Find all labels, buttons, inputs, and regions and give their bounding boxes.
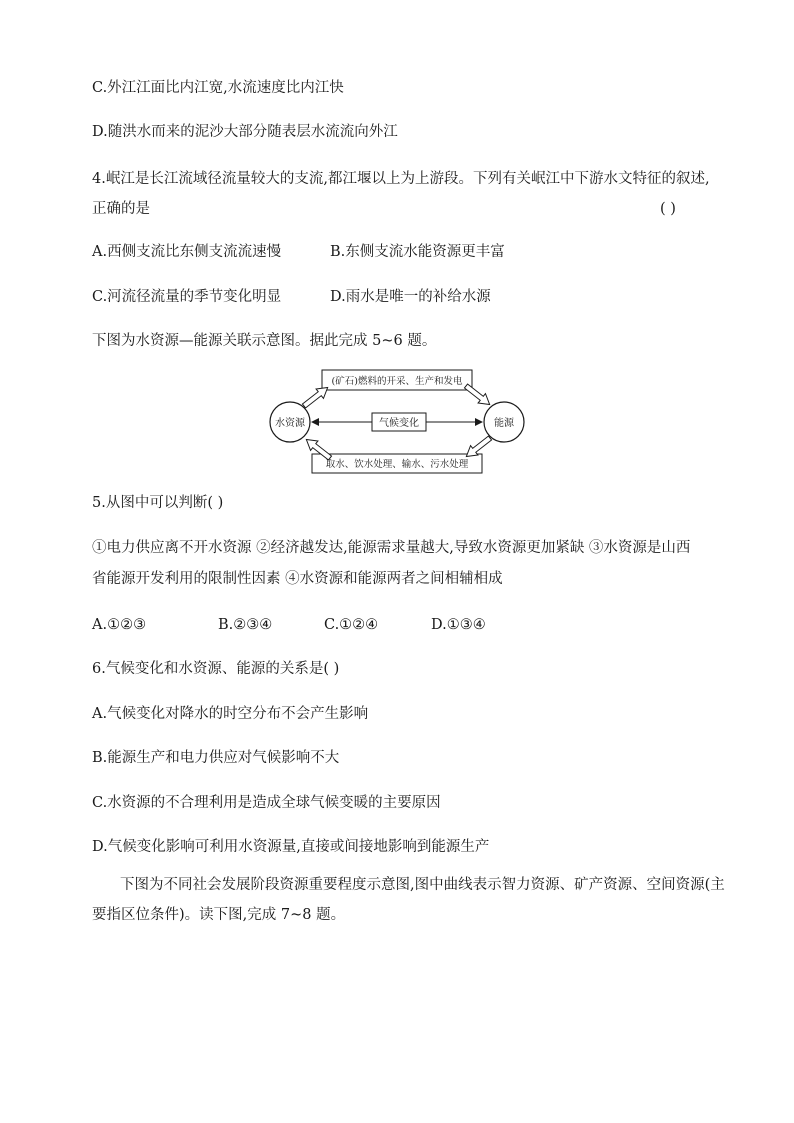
q4-stem-line1: 4.岷江是长江流域径流量较大的支流,都江堰以上为上游段。下列有关岷江中下游水文特征的叙述,	[92, 171, 710, 187]
water-energy-diagram	[268, 366, 526, 478]
q5-option-b: B.②③④	[218, 617, 273, 633]
fuel-production-label: (矿石)燃料的开采、生产和发电	[331, 376, 463, 387]
q4-option-b: B.东侧支流水能资源更丰富	[330, 244, 505, 260]
water-treatment-label: 取水、饮水处理、输水、污水处理	[325, 459, 469, 470]
q4-option-d: D.雨水是唯一的补给水源	[330, 289, 491, 305]
q6-option-d: D.气候变化影响可利用水资源量,直接或间接地影响到能源生产	[92, 839, 490, 855]
q5-stem: 5.从图中可以判断( )	[92, 495, 224, 511]
q5-option-d: D.①③④	[431, 617, 486, 633]
intro-7-8-line2: 要指区位条件)。读下图,完成 7~8 题。	[92, 907, 346, 923]
q6-option-a: A.气候变化对降水的时空分布不会产生影响	[92, 706, 369, 722]
q3-option-d: D.随洪水而来的泥沙大部分随表层水流流向外江	[92, 124, 398, 140]
q5-statements-line2: 省能源开发利用的限制性因素 ④水资源和能源两者之间相辅相成	[92, 571, 503, 587]
q6-option-b: B.能源生产和电力供应对气候影响不大	[92, 750, 340, 766]
q3-option-c: C.外江江面比内江宽,水流速度比内江快	[92, 80, 344, 96]
climate-change-label: 气候变化	[379, 418, 419, 429]
q4-answer-paren: ( )	[660, 201, 676, 217]
energy-label: 能源	[494, 418, 514, 429]
q6-stem: 6.气候变化和水资源、能源的关系是( )	[92, 661, 340, 677]
q4-stem-line2: 正确的是	[92, 201, 150, 217]
intro-5-6: 下图为水资源—能源关联示意图。据此完成 5~6 题。	[92, 333, 437, 349]
q5-option-c: C.①②④	[324, 617, 379, 633]
q4-option-c: C.河流径流量的季节变化明显	[92, 289, 282, 305]
q6-option-c: C.水资源的不合理利用是造成全球气候变暖的主要原因	[92, 795, 441, 811]
q4-option-a: A.西侧支流比东侧支流流速慢	[92, 244, 282, 260]
intro-7-8-line1: 下图为不同社会发展阶段资源重要程度示意图,图中曲线表示智力资源、矿产资源、空间资源(主	[120, 877, 725, 893]
water-resource-label: 水资源	[275, 418, 305, 429]
q5-option-a: A.①②③	[92, 617, 147, 633]
arrow-fuel-to-energy	[462, 381, 493, 409]
q5-statements-line1: ①电力供应离不开水资源 ②经济越发达,能源需求量越大,导致水资源更加紧缺 ③水资源是山西	[92, 540, 691, 556]
